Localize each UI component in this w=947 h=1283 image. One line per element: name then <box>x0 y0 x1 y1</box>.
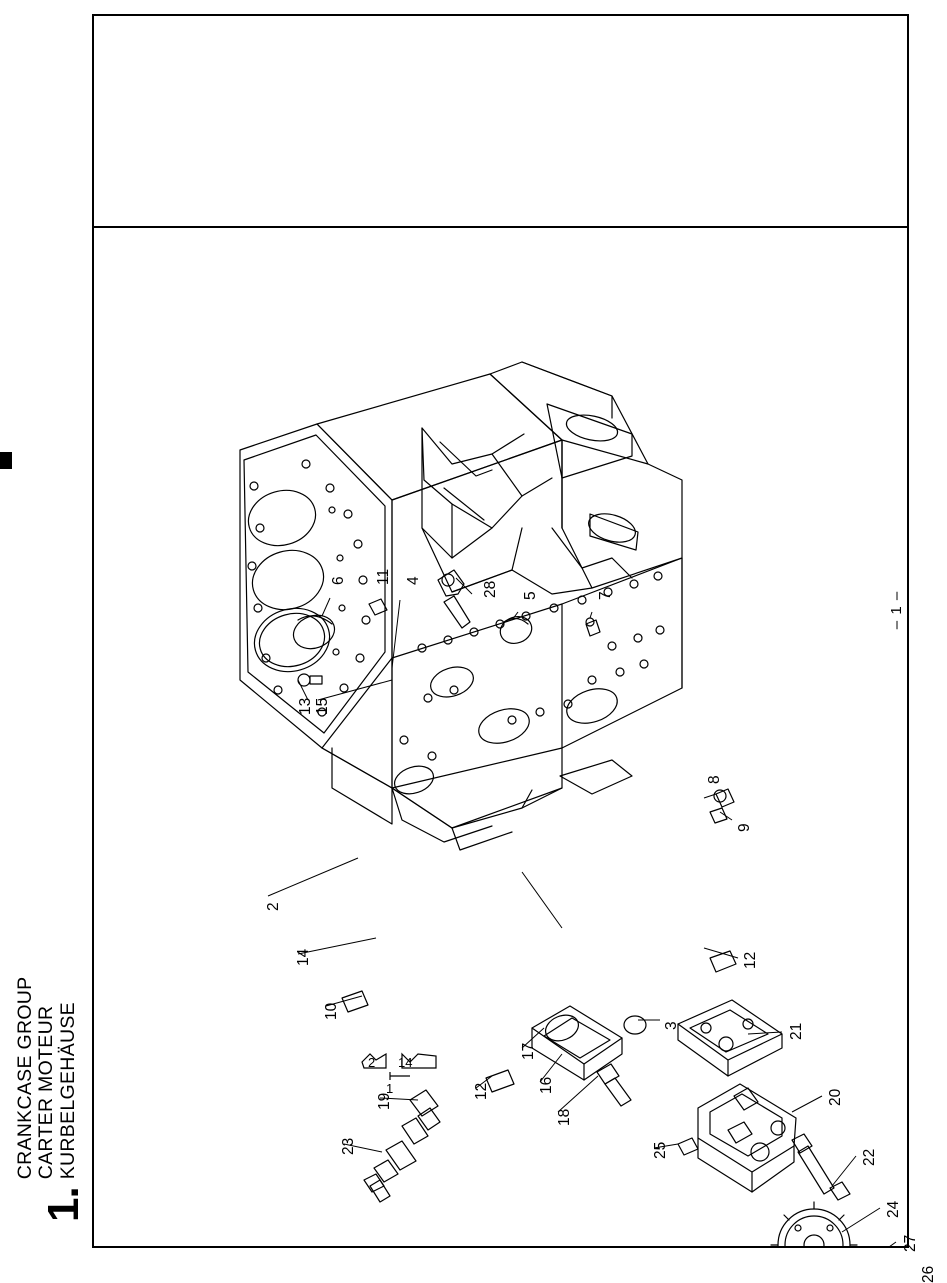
callout-24: 24 <box>885 1200 902 1218</box>
callout-6: 6 <box>330 576 347 585</box>
section-number: 1. <box>38 1187 88 1222</box>
callout-21: 21 <box>788 1022 805 1040</box>
callout-27: 27 <box>902 1234 919 1252</box>
callout-5: 5 <box>522 591 539 600</box>
assembly-bracket <box>356 1046 446 1088</box>
callout-9: 9 <box>736 823 753 832</box>
callout-16: 16 <box>538 1076 555 1094</box>
callout-2: 2 <box>265 902 282 911</box>
page-number: – 1 – <box>888 590 905 630</box>
section-title-fr: CARTER MOTEUR <box>35 1005 58 1180</box>
callout-25: 25 <box>652 1141 669 1159</box>
callout-14: 14 <box>295 948 312 966</box>
callout-15: 15 <box>314 697 331 715</box>
header-title-box <box>92 14 909 228</box>
assembly-mark-under: 1 <box>386 1081 394 1096</box>
callout-17: 17 <box>520 1042 537 1060</box>
callout-22: 22 <box>861 1148 878 1166</box>
callout-26: 26 <box>920 1265 937 1283</box>
callout-3: 3 <box>663 1021 680 1030</box>
callout-13: 13 <box>297 697 314 715</box>
callout-10: 10 <box>323 1002 340 1020</box>
assembly-mark-left: 2 <box>368 1055 376 1070</box>
assembly-mark-right: 14 <box>398 1055 413 1070</box>
callout-20: 20 <box>827 1088 844 1106</box>
callout-8: 8 <box>706 775 723 784</box>
callout-19: 19 <box>376 1092 393 1110</box>
callout-7: 7 <box>597 591 614 600</box>
edge-registration-mark <box>0 452 12 469</box>
callout-12: 12 <box>742 951 759 969</box>
callout-12: 12 <box>473 1082 490 1100</box>
callout-18: 18 <box>556 1108 573 1126</box>
callout-4: 4 <box>405 576 422 585</box>
callout-28: 28 <box>482 580 499 598</box>
section-title-de: KURBELGEHÄUSE <box>57 1002 80 1180</box>
section-title-en: CRANKCASE GROUP <box>13 976 36 1180</box>
callout-23: 23 <box>340 1137 357 1155</box>
callout-11: 11 <box>375 568 392 585</box>
section-title-block <box>12 892 88 1222</box>
crankcase-exploded-diagram <box>92 228 909 1248</box>
